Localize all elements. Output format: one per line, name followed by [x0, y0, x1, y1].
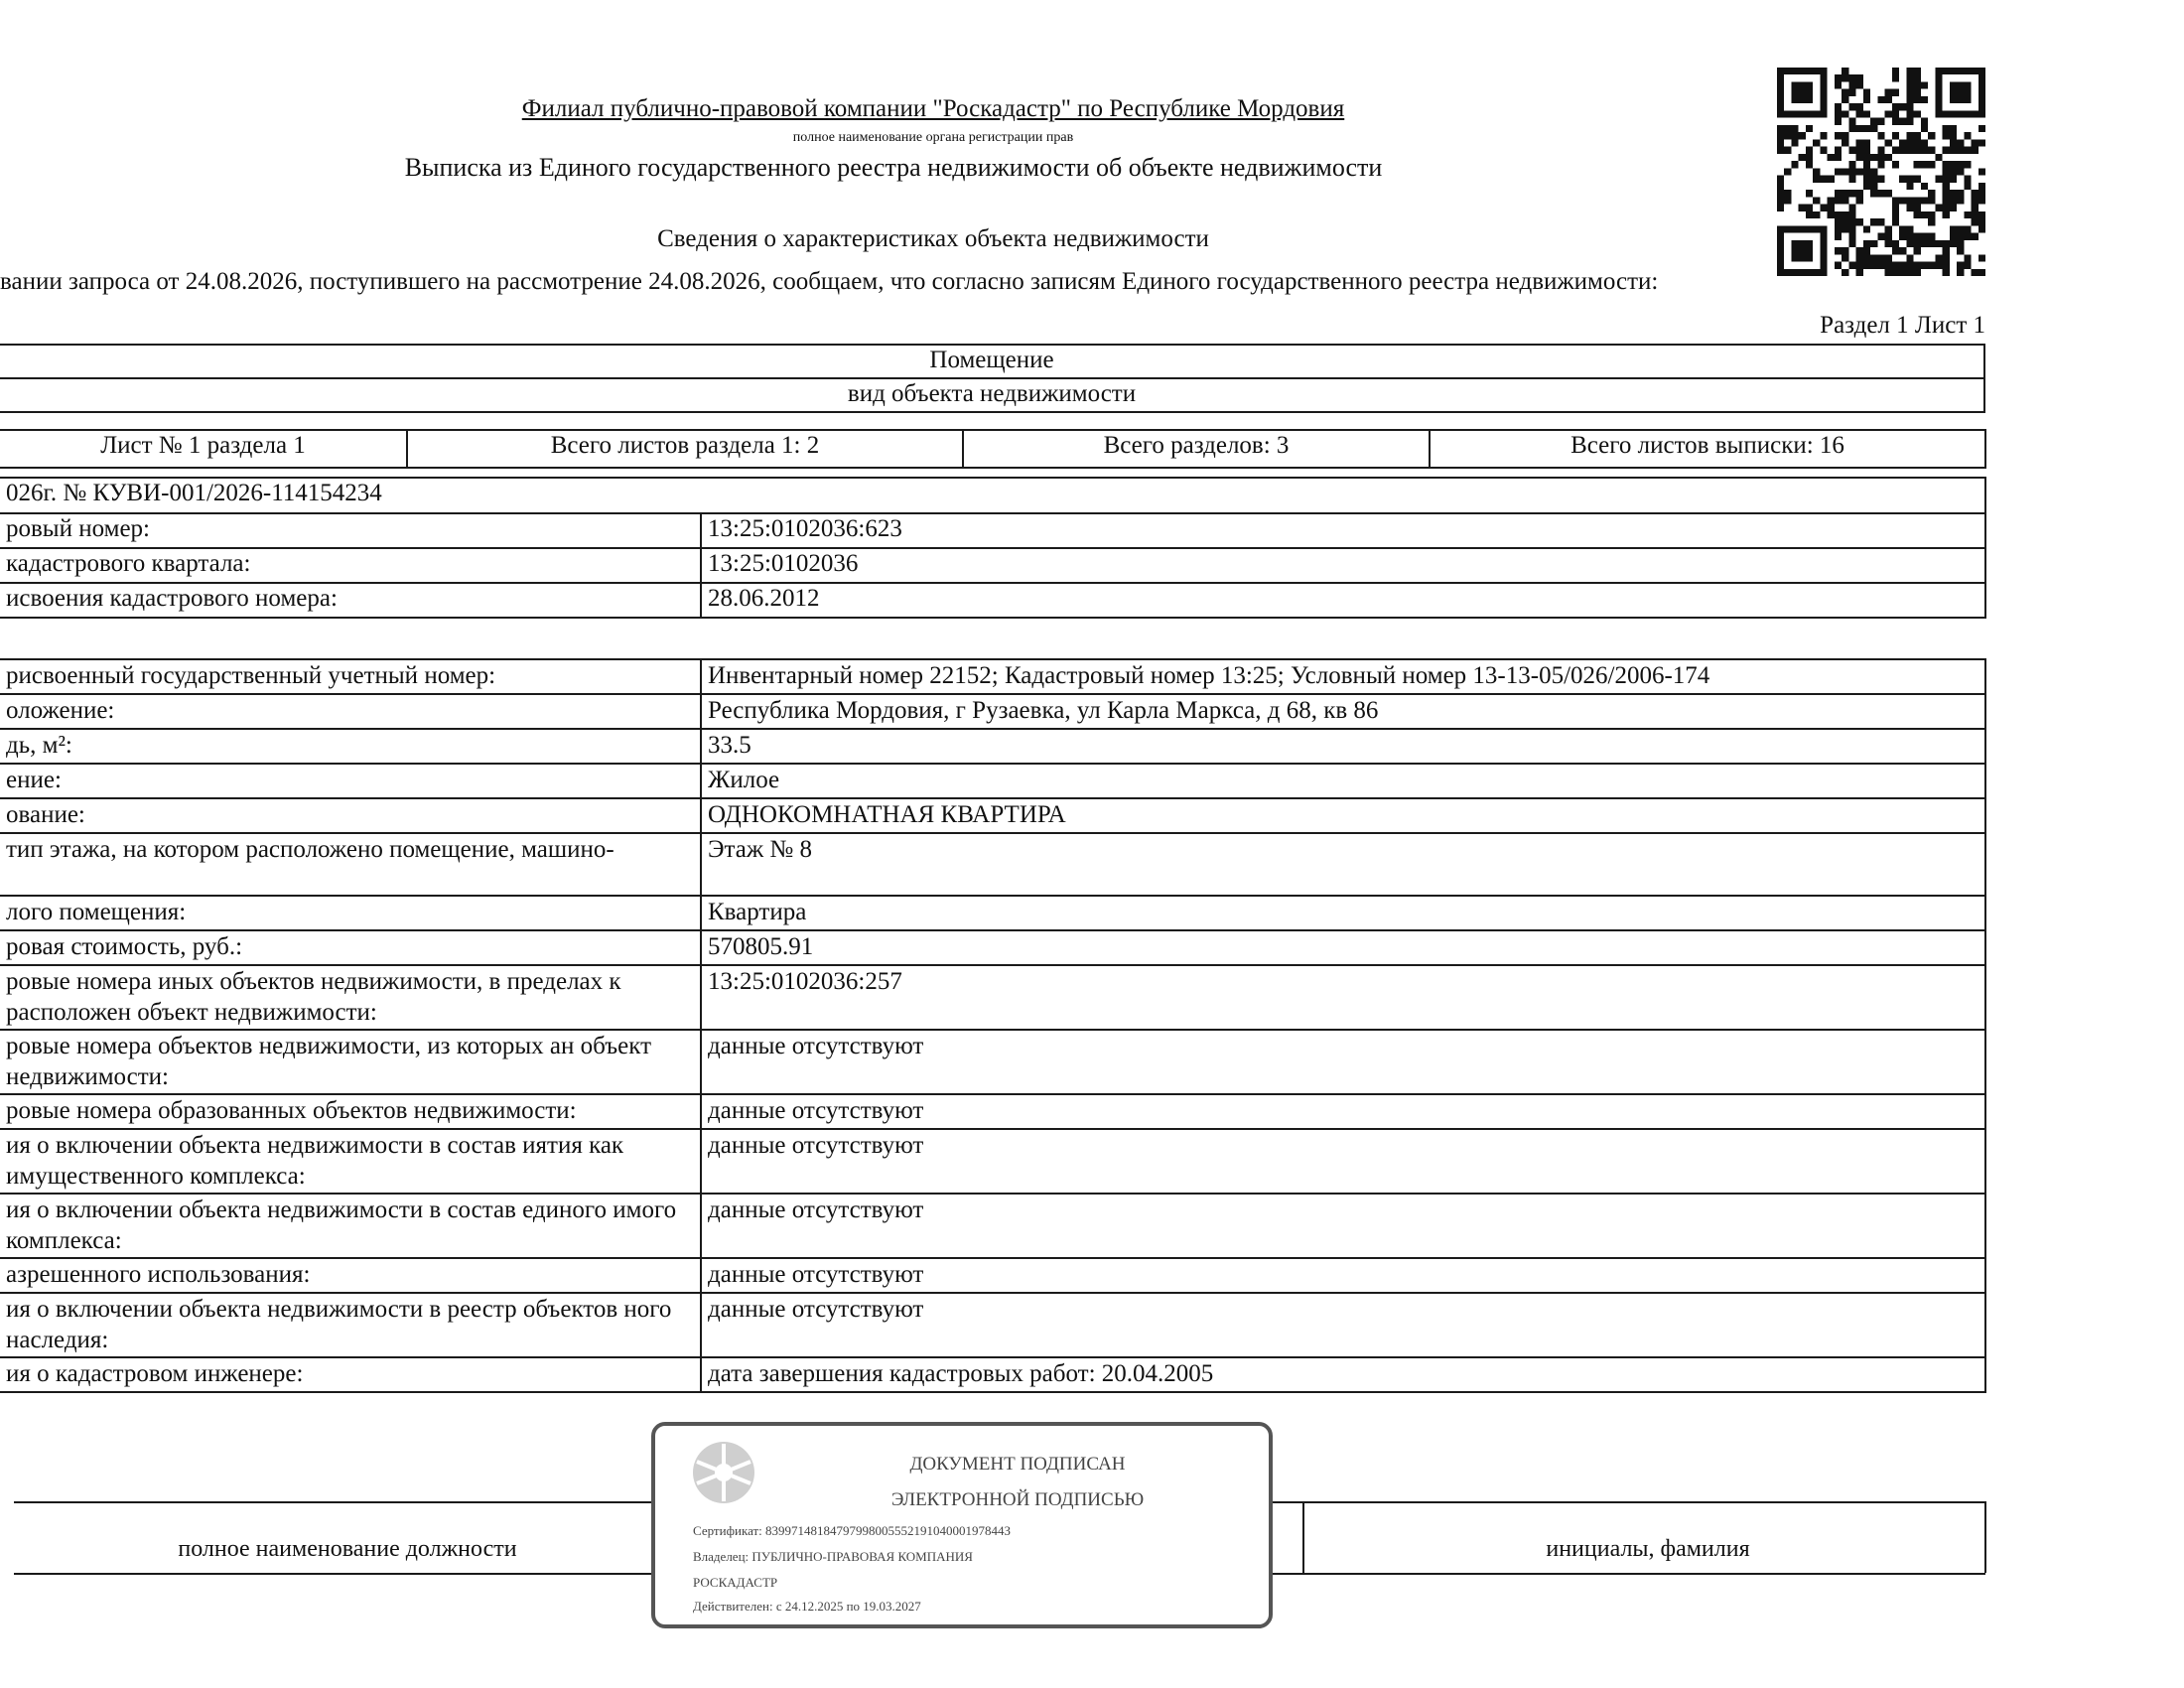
object-type: Помещение — [0, 345, 1984, 378]
organization-caption: полное наименование органа регистрации прав — [792, 130, 1074, 145]
row-label: ровый номер: — [0, 513, 701, 548]
organization-name: Филиал публично-правовой компании "Роскадастр" по Республике Мордовия — [521, 95, 1345, 122]
row-label: ение: — [0, 764, 701, 798]
electronic-signature-stamp — [651, 1422, 1273, 1628]
document-title: Выписка из Единого государственного реестра недвижимости об объекте недвижимости — [404, 153, 1383, 182]
row-label: ия о включении объекта недвижимости в реестр объектов ного наследия: — [0, 1293, 701, 1357]
sheet-number: Лист № 1 раздела 1 — [0, 430, 407, 468]
row-value: 28.06.2012 — [701, 583, 1985, 618]
total-sections: Всего разделов: 3 — [963, 430, 1430, 468]
row-value: ОДНОКОМНАТНАЯ КВАРТИРА — [701, 798, 1985, 833]
row-value: Квартира — [701, 896, 1985, 930]
row-value: 13:25:0102036:623 — [701, 513, 1985, 548]
row-label: ование: — [0, 798, 701, 833]
sheet-counter-table — [0, 429, 1986, 469]
row-value: данные отсутствуют — [701, 1129, 1985, 1194]
row-label: дь, м²: — [0, 729, 701, 764]
row-label: тип этажа, на котором расположено помещение, машино- — [0, 833, 701, 896]
row-value: данные отсутствуют — [701, 1293, 1985, 1357]
row-label: ровые номера образованных объектов недвижимости: — [0, 1094, 701, 1129]
total-sheets-section: Всего листов раздела 1: 2 — [407, 430, 963, 468]
row-label: ия о включении объекта недвижимости в состав иятия как имущественного комплекса: — [0, 1129, 701, 1194]
stamp-title-line2: ЭЛЕКТРОННОЙ ПОДПИСЬЮ — [890, 1489, 1145, 1510]
row-label: исвоения кадастрового номера: — [0, 583, 701, 618]
characteristics-table — [0, 658, 1986, 1393]
row-value: Республика Мордовия, г Рузаевка, ул Карла Маркса, д 68, кв 86 — [701, 694, 1985, 729]
section-sheet-label: Раздел 1 Лист 1 — [1820, 312, 1985, 339]
stamp-validity: Действителен: с 24.12.2025 по 19.03.2027 — [693, 1599, 921, 1614]
row-label: ровая стоимость, руб.: — [0, 930, 701, 965]
row-label: азрешенного использования: — [0, 1258, 701, 1293]
row-label: ия о кадастровом инженере: — [0, 1357, 701, 1392]
registration-table — [0, 477, 1986, 619]
row-label: кадастрового квартала: — [0, 548, 701, 583]
stamp-owner: Владелец: ПУБЛИЧНО-ПРАВОВАЯ КОМПАНИЯ — [693, 1549, 973, 1564]
request-intro: вании запроса от 24.08.2026, поступившего на рассмотрение 24.08.2026, сообщаем, что согласно записям Единого государственного реестра недвижимости: — [0, 268, 1659, 295]
row-label: оложение: — [0, 694, 701, 729]
stamp-owner-line2: РОСКАДАСТР — [693, 1575, 778, 1590]
row-label: рисвоенный государственный учетный номер: — [0, 659, 701, 694]
row-label: ия о включении объекта недвижимости в состав единого имого комплекса: — [0, 1194, 701, 1258]
total-sheets: Всего листов выписки: 16 — [1430, 430, 1985, 468]
row-value: данные отсутствуют — [701, 1094, 1985, 1129]
stamp-title: ДОКУМЕНТ ПОДПИСАН — [909, 1454, 1126, 1475]
position-caption: полное наименование должности — [178, 1536, 517, 1562]
name-caption: инициалы, фамилия — [1546, 1536, 1750, 1562]
row-value: 33.5 — [701, 729, 1985, 764]
row-value: 13:25:0102036:257 — [701, 965, 1985, 1030]
row-value: данные отсутствуют — [701, 1030, 1985, 1094]
row-label: лого помещения: — [0, 896, 701, 930]
row-value: данные отсутствуют — [701, 1258, 1985, 1293]
qr-code-icon — [1777, 68, 1985, 276]
row-label: ровые номера иных объектов недвижимости, в пределах к расположен объект недвижимости: — [0, 965, 701, 1030]
signature-divider — [1302, 1501, 1304, 1573]
row-value: 570805.91 — [701, 930, 1985, 965]
document-subtitle: Сведения о характеристиках объекта недвижимости — [657, 225, 1209, 252]
rosreestr-emblem-icon — [691, 1440, 756, 1505]
row-value: данные отсутствуют — [701, 1194, 1985, 1258]
row-label: ровые номера объектов недвижимости, из которых ан объект недвижимости: — [0, 1030, 701, 1094]
object-type-table — [0, 344, 1985, 413]
row-value: 13:25:0102036 — [701, 548, 1985, 583]
row-value: дата завершения кадастровых работ: 20.04.2005 — [701, 1357, 1985, 1392]
row-value: Жилое — [701, 764, 1985, 798]
stamp-certificate: Сертификат: 8399714818479799800555219104000197844З — [693, 1523, 1012, 1538]
row-value: Инвентарный номер 22152; Кадастровый номер 13:25; Условный номер 13-13-05/026/2006-174 — [701, 659, 1985, 694]
row-value: Этаж № 8 — [701, 833, 1985, 896]
object-type-caption: вид объекта недвижимости — [0, 378, 1984, 412]
request-number: 026г. № КУВИ-001/2026-114154234 — [0, 478, 1985, 513]
